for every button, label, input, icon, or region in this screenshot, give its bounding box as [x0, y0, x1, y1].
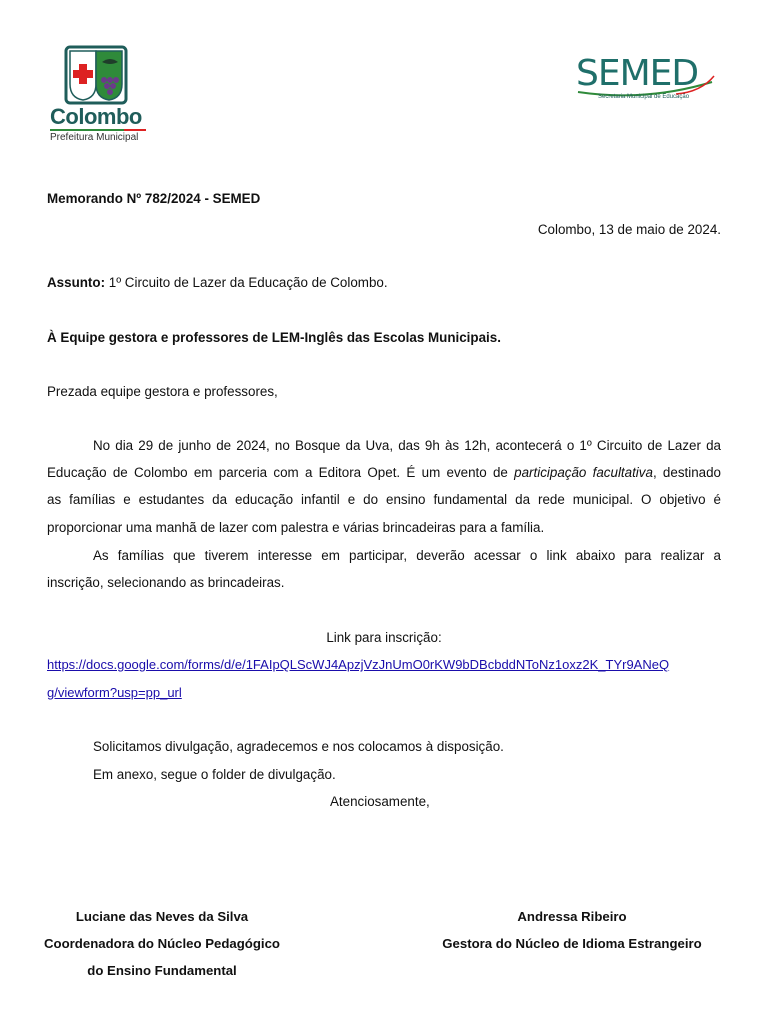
colombo-logo-name: Colombo	[50, 104, 142, 129]
semed-logo-name: SEMED	[576, 53, 699, 94]
signature-left-role1: Coordenadora do Núcleo Pedagógico	[44, 936, 280, 951]
signature-right	[432, 903, 712, 957]
para1-line2	[47, 463, 721, 483]
para2-line1-text: As famílias que tiverem interesse em participar, deverão acessar o link abaixo para realizar a	[93, 548, 721, 563]
signature-right-name: Andressa Ribeiro	[517, 909, 627, 924]
para1-line3	[47, 490, 721, 510]
subject-text: 1º Circuito de Lazer da Educação de Colombo.	[105, 275, 388, 290]
para2-line2: inscrição, selecionando as brincadeiras.	[47, 575, 285, 590]
subject-label: Assunto:	[47, 275, 106, 290]
signoff: Atenciosamente,	[330, 794, 430, 809]
memo-greeting: Prezada equipe gestora e professores,	[47, 384, 278, 399]
semed-logo-subtitle: Secretaria Municipal de Educação	[598, 94, 690, 100]
memo-number: Memorando Nº 782/2024 - SEMED	[47, 191, 261, 206]
registration-link-line1[interactable]: https://docs.google.com/forms/d/e/1FAIpQLScWJ4ApzjVzJnUmO0rKW9bDBcbddNToNz1oxz2K_TYr9ANeQ	[47, 657, 670, 672]
para1-line2-italic: participação facultativa	[514, 465, 653, 480]
memo-subject	[47, 273, 721, 293]
link-label: Link para inscrição:	[326, 630, 442, 645]
registration-link-line2[interactable]: g/viewform?usp=pp_url	[47, 685, 182, 700]
para1-line1	[93, 436, 721, 456]
semed-logo	[576, 54, 716, 104]
para1-line2-b: , destinado	[652, 465, 722, 480]
colombo-shield-icon	[48, 44, 148, 108]
memo-date: Colombo, 13 de maio de 2024.	[537, 222, 721, 237]
para1-line1-text: No dia 29 de junho de 2024, no Bosque da Uva, das 9h às 12h, acontecerá o 1º Circuito de Lazer da	[93, 438, 721, 453]
para1-line3-text: as famílias e estudantes da educação infantil e do ensino fundamental da rede municipal. O objetivo é	[47, 492, 721, 507]
para2-line1	[93, 546, 721, 566]
colombo-logo-rule-red	[124, 129, 146, 131]
colombo-logo-subtitle: Prefeitura Municipal	[50, 132, 139, 143]
para1-line4: proporcionar uma manhã de lazer com palestra e várias brincadeiras para a família.	[47, 520, 545, 535]
colombo-logo	[48, 44, 148, 144]
para1-line2-a: Educação de Colombo em parceria com a Editora Opet. É um evento de	[47, 465, 515, 480]
memo-recipients: À Equipe gestora e professores de LEM-Inglês das Escolas Municipais.	[47, 330, 501, 345]
signature-left-role2: do Ensino Fundamental	[87, 963, 237, 978]
signature-right-role1: Gestora do Núcleo de Idioma Estrangeiro	[442, 936, 702, 951]
closing-line1: Solicitamos divulgação, agradecemos e nos colocamos à disposição.	[93, 739, 504, 754]
signature-left	[32, 903, 292, 984]
closing-line2: Em anexo, segue o folder de divulgação.	[93, 767, 336, 782]
signature-left-name: Luciane das Neves da Silva	[75, 909, 249, 924]
